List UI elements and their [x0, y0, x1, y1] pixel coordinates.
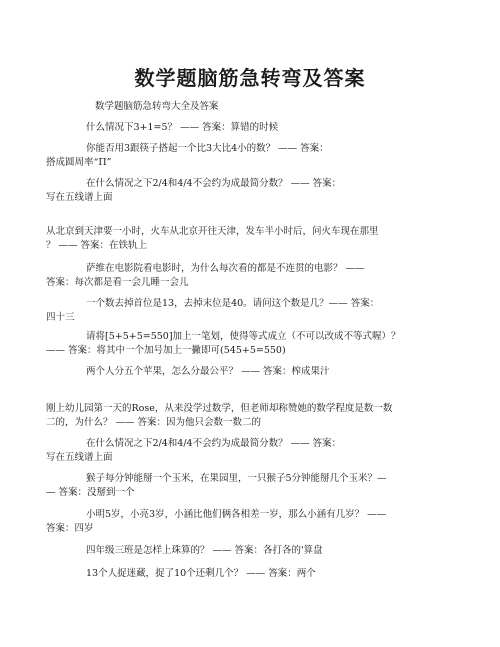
qa-line: 在什么情况之下2/4和4/4不会约为成最简分数？ —— 答案：	[86, 178, 342, 189]
qa-item	[46, 121, 434, 135]
qa-item	[46, 544, 434, 558]
qa-item	[46, 177, 434, 205]
qa-line: 刚上幼儿园第一天的Rose，从来没学过数学，但老师却称赞她的数学程度是数一数	[46, 403, 393, 414]
qa-line: 从北京到天津要一小时，火车从北京开往天津，发车半小时后，问火车现在那里	[46, 226, 379, 237]
qa-item	[46, 297, 434, 325]
qa-line: 写在五线谱上面	[46, 452, 113, 463]
qa-line: 一个数去掉首位是13，去掉末位是40。请问这个数是几？—— 答案：	[86, 298, 380, 309]
qa-line: 写在五线谱上面	[46, 192, 113, 203]
qa-line: 两个人分五个苹果，怎么分最公平？ —— 答案：榨成果汁	[86, 366, 330, 377]
qa-line: 答案：四岁	[46, 523, 94, 534]
qa-line: 在什么情况之下2/4和4/4不会约为成最简分数？ —— 答案：	[86, 438, 342, 449]
qa-line: 二的，为什么？ —— 答案：因为他只会数一数二的	[46, 417, 262, 428]
qa-line: 萨维在电影院看电影时，为什么每次看的都是不连贯的电影？ ——	[86, 263, 365, 274]
qa-item	[46, 330, 434, 358]
document-title: 数学题脑筋急转弯及答案	[134, 66, 366, 90]
qa-line: — 答案：没掰到一个	[46, 487, 135, 498]
qa-line: 四年级三班是怎样上珠算的？ —— 答案：各打各的'算盘	[86, 545, 323, 556]
qa-line: 四十三	[46, 312, 75, 323]
qa-line: —— 答案：将其中一个加号加上一撇即可(545+5=550)	[46, 345, 286, 356]
qa-line: 你能否用3跟筷子搭起一个比3大比4小的数？ —— 答案：	[86, 143, 329, 154]
qa-item	[46, 472, 434, 500]
qa-item	[46, 225, 434, 253]
document-subtitle: 数学题脑筋急转弯大全及答案	[95, 101, 219, 112]
qa-item	[46, 262, 434, 290]
qa-line: ？ —— 答案：在铁轨上	[46, 240, 148, 251]
qa-item	[46, 402, 434, 430]
qa-item	[46, 142, 434, 170]
qa-item	[46, 567, 434, 581]
qa-line: 小明5岁，小亮3岁，小涵比他们俩各相差一岁，那么小涵有几岁？ ——	[86, 509, 387, 520]
qa-item	[46, 508, 434, 536]
qa-line: 13个人捉迷藏，捉了10个还剩几个？ —— 答案：两个	[86, 568, 316, 579]
qa-line: 答案：每次都是看一会儿睡一会儿	[46, 277, 189, 288]
qa-line: 什么情况下3+1=5？ —— 答案：算错的时候	[86, 122, 279, 133]
qa-line: 请将[5+5+5=550]加上一笔划，使得等式成立（不可以改成不等式喔）？	[86, 331, 401, 342]
qa-line: 猴子每分钟能掰一个玉米，在果园里，一只猴子5分钟能掰几个玉米？—	[86, 473, 387, 484]
qa-item	[46, 365, 434, 379]
qa-item	[46, 437, 434, 465]
qa-line: 搭成圆周率“Π”	[46, 157, 112, 168]
